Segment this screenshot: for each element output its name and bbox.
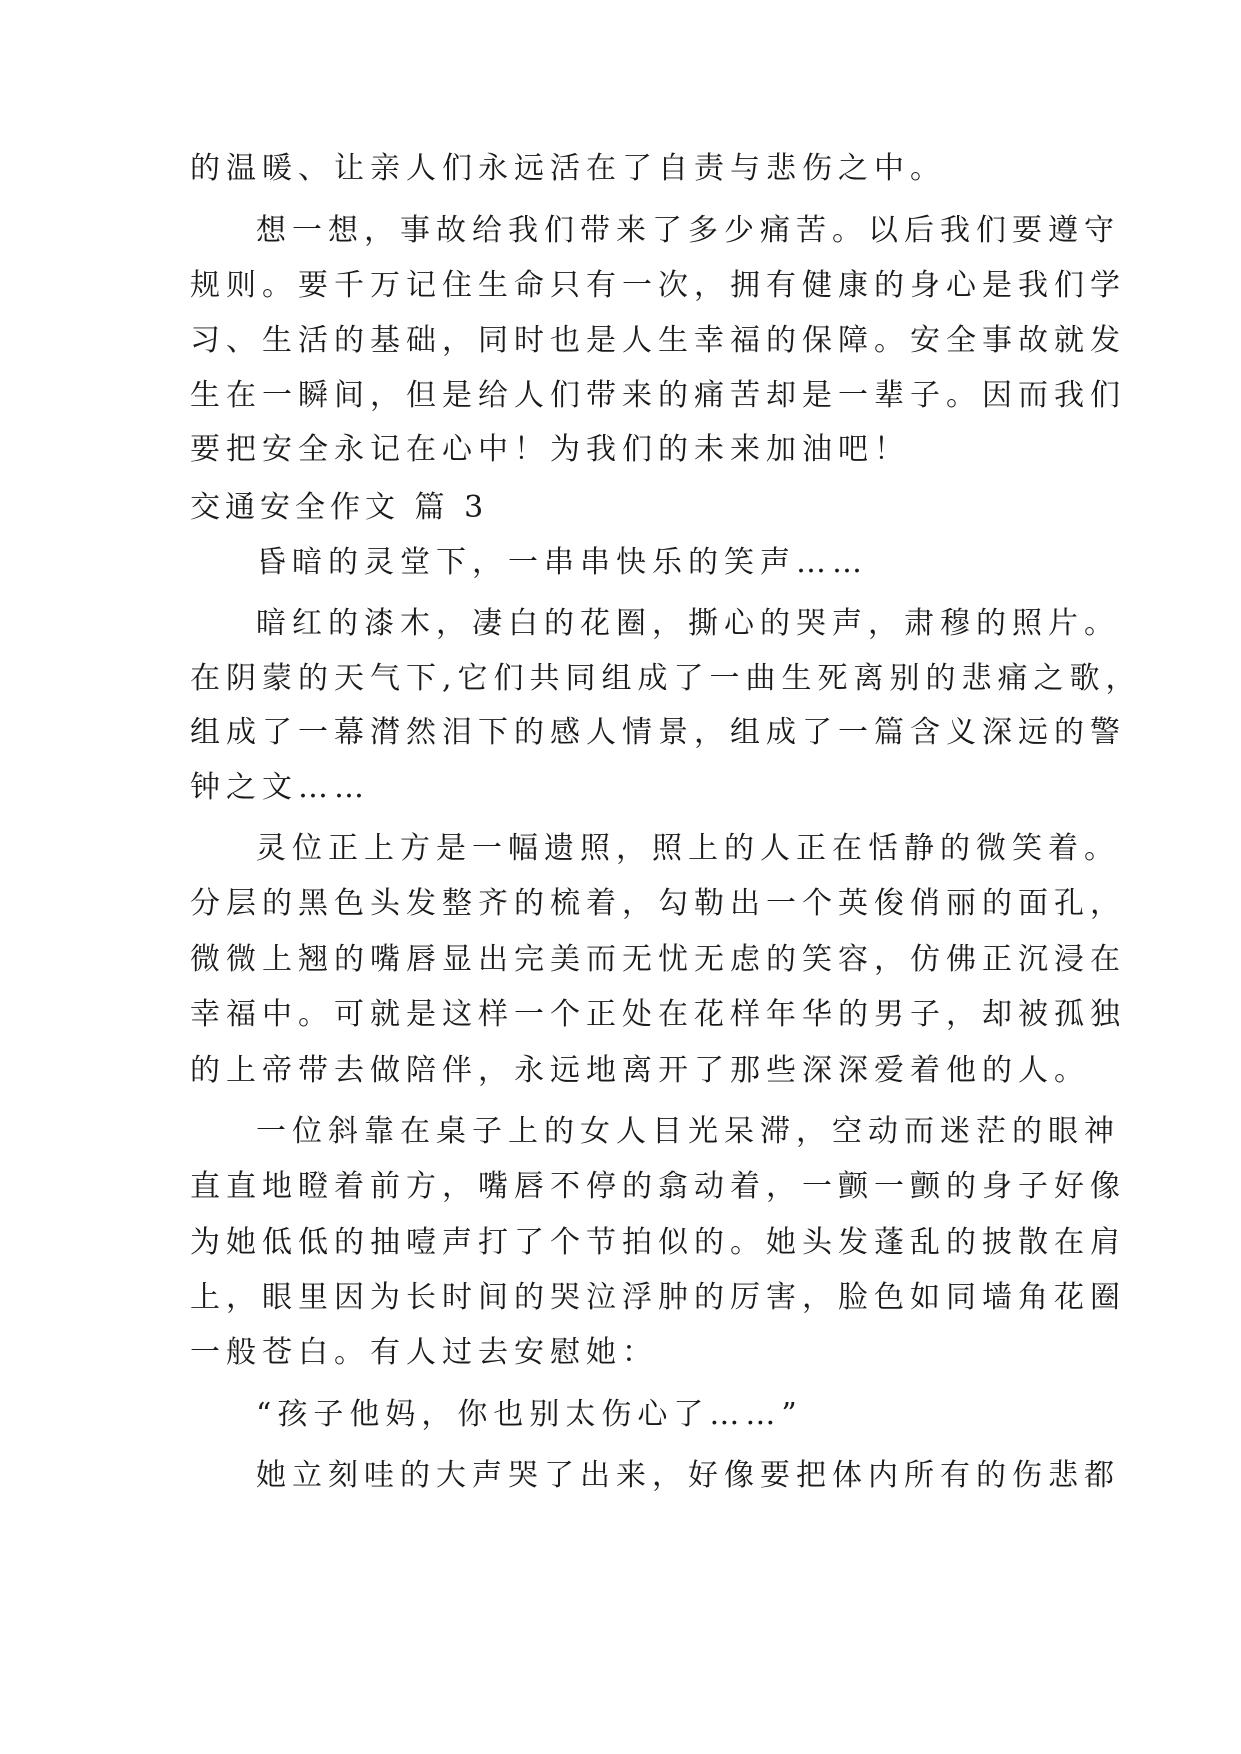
paragraph-start: 她立刻哇的大声哭了出来，好像要把体内所有的伤悲都 [256,1458,1120,1493]
text-line: 生在一瞬间，但是给人们带来的痛苦却是一辈子。因而我们 [190,378,1126,413]
paragraph-start: 一位斜靠在桌子上的女人目光呆滞，空动而迷茫的眼神 [256,1114,1120,1149]
text-line: 分层的黑色头发整齐的梳着，勾勒出一个英俊俏丽的面孔， [190,886,1126,921]
text-line: 上，眼里因为长时间的哭泣浮肿的厉害，脸色如同墙角花圈 [190,1280,1126,1315]
text-line: 要把安全永记在心中！为我们的未来加油吧！ [190,432,910,467]
text-line: 在阴蒙的天气下,它们共同组成了一曲生死离别的悲痛之歌， [190,661,1142,696]
text-line: 的温暖、让亲人们永远活在了自责与悲伤之中。 [190,151,946,186]
text-line: 直直地瞪着前方，嘴唇不停的翕动着，一颤一颤的身子好像 [190,1169,1126,1204]
text-line: 组成了一幕潸然泪下的感人情景，组成了一篇含义深远的警 [190,715,1126,750]
paragraph-start: 想一想，事故给我们带来了多少痛苦。以后我们要遵守 [256,213,1120,248]
text-line: 微微上翘的嘴唇显出完美而无忧无虑的笑容，仿佛正沉浸在 [190,942,1126,977]
text-line: 习、生活的基础，同时也是人生幸福的保障。安全事故就发 [190,323,1126,358]
text-line: 幸福中。可就是这样一个正处在花样年华的男子，却被孤独 [190,997,1126,1032]
text-line: 钟之文…… [190,770,370,805]
text-line: 一般苍白。有人过去安慰她： [190,1335,658,1370]
quote-line: “孩子他妈，你也别太伤心了……” [256,1397,803,1432]
text-line: 为她低低的抽噎声打了个节拍似的。她头发蓬乱的披散在肩 [190,1225,1126,1260]
section-heading: 交通安全作文 篇 3 [190,490,489,525]
text-line: 的上帝带去做陪伴，永远地离开了那些深深爱着他的人。 [190,1053,1090,1088]
paragraph-start: 暗红的漆木，凄白的花圈，撕心的哭声，肃穆的照片。 [256,606,1120,641]
paragraph-start: 灵位正上方是一幅遗照，照上的人正在恬静的微笑着。 [256,831,1120,866]
paragraph-start: 昏暗的灵堂下，一串串快乐的笑声…… [256,545,868,580]
text-line: 规则。要千万记住生命只有一次，拥有健康的身心是我们学 [190,268,1126,303]
